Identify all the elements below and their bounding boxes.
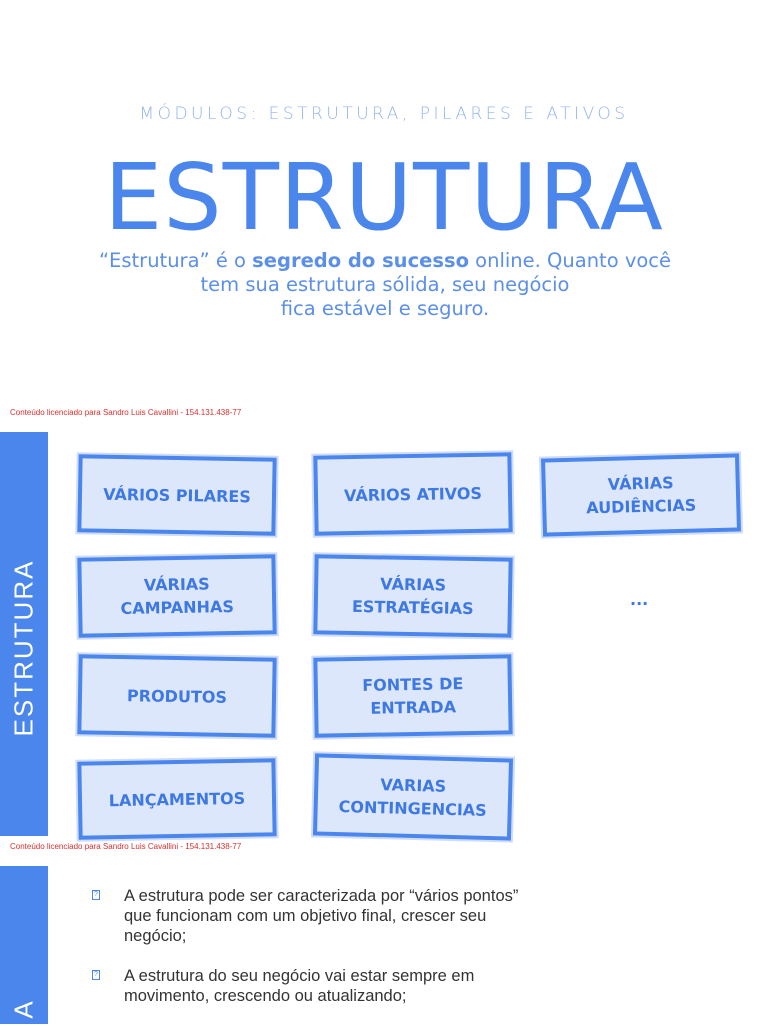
card-line: ESTRATÉGIAS [351, 596, 474, 619]
card-item [77, 758, 276, 839]
card-line: CONTINGENCIAS [338, 797, 487, 820]
bullet-text: negócio; [124, 927, 187, 945]
sidebar-label: A [8, 1001, 39, 1019]
card-item [313, 554, 512, 637]
bullet-text: A estrutura pode ser caracterizada por “vários pontos” [124, 887, 519, 905]
card-line: CAMPANHAS [120, 597, 235, 618]
card-item [77, 654, 276, 737]
intro-paragraph [60, 249, 710, 321]
bullet-text: movimento, crescendo ou atualizando; [124, 987, 407, 1005]
license-notice: Conteúdo licenciado para Sandro Luis Cavallini - 154.131.438-77 [10, 842, 242, 851]
card-line: VÁRIAS [380, 574, 447, 595]
intro-text: online. Quanto você [468, 249, 672, 272]
bullet-item [92, 886, 652, 946]
sidebar-label: ESTRUTURA [8, 559, 39, 737]
card-line: VARIAS [380, 775, 447, 796]
section-sidebar [0, 866, 48, 1024]
bullet-text: A estrutura do seu negócio vai estar sempre em [124, 967, 475, 985]
intro-text: “Estrutura” é o [98, 249, 253, 272]
bullet-text: que funcionam com um objetivo final, crescer seu [124, 907, 487, 925]
card-line: VÁRIAS [143, 574, 210, 595]
bullet-list [92, 886, 652, 1026]
card-line: VÁRIAS [607, 473, 674, 494]
ellipsis-text: ... [630, 590, 649, 609]
bullet-marker-icon: ? [92, 890, 100, 900]
card-item [77, 454, 276, 535]
card-line: FONTES DE [362, 674, 464, 695]
module-subtitle: MÓDULOS: ESTRUTURA, PILARES E ATIVOS [139, 104, 629, 124]
bullet-item [92, 966, 652, 1006]
page-title: ESTRUTURA [104, 144, 664, 251]
card-line: AUDIÊNCIAS [586, 495, 697, 518]
card-line: ENTRADA [370, 697, 457, 718]
license-notice: Conteúdo licenciado para Sandro Luis Cavallini - 154.131.438-77 [10, 408, 242, 417]
intro-line: tem sua estrutura sólida, seu negócio [200, 273, 570, 296]
card-item [77, 554, 276, 637]
card-line: LANÇAMENTOS [108, 788, 246, 810]
intro-line: fica estável e seguro. [280, 297, 490, 320]
bullet-marker-icon: ? [92, 970, 100, 980]
card-line: VÁRIOS PILARES [103, 484, 251, 506]
intro-emphasis: segredo do sucesso [252, 249, 469, 272]
card-line: VÁRIOS ATIVOS [343, 483, 483, 505]
card-item [313, 452, 512, 535]
card-item [313, 753, 513, 840]
card-item [313, 654, 512, 737]
card-item [541, 453, 741, 536]
card-line: PRODUTOS [126, 685, 228, 707]
